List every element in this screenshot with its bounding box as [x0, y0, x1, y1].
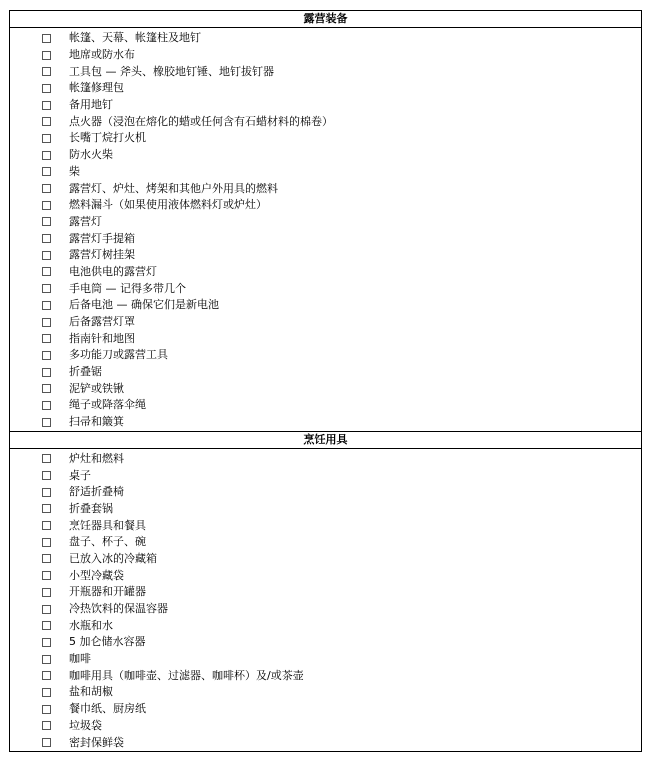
checkbox[interactable] [42, 217, 51, 226]
checkbox[interactable] [42, 334, 51, 343]
checklist-item [10, 30, 641, 47]
checkbox[interactable] [42, 368, 51, 377]
checkbox[interactable] [42, 705, 51, 714]
item-label: 电池供电的露营灯 [69, 264, 157, 278]
checkbox[interactable] [42, 554, 51, 563]
checkbox[interactable] [42, 504, 51, 513]
checkbox[interactable] [42, 471, 51, 480]
checkbox[interactable] [42, 167, 51, 176]
checklist-item [10, 80, 641, 97]
checklist-item [10, 47, 641, 64]
item-label: 水瓶和水 [69, 618, 113, 632]
checklist-item [10, 164, 641, 181]
checklist-item [10, 667, 641, 684]
item-label: 绳子或降落伞绳 [69, 398, 146, 412]
item-label: 指南针和地图 [69, 331, 135, 345]
checkbox[interactable] [42, 605, 51, 614]
section-cooking-gear [10, 431, 641, 751]
checklist-item [10, 230, 641, 247]
checkbox[interactable] [42, 384, 51, 393]
checkbox[interactable] [42, 84, 51, 93]
checklist-item [10, 63, 641, 80]
checklist-item [10, 551, 641, 568]
item-label: 帐篷修理包 [69, 81, 124, 95]
checkbox[interactable] [42, 51, 51, 60]
checklist-item [10, 264, 641, 281]
checklist-item [10, 634, 641, 651]
checkbox[interactable] [42, 738, 51, 747]
checkbox[interactable] [42, 251, 51, 260]
checkbox[interactable] [42, 201, 51, 210]
item-label: 手电筒 — 记得多带几个 [69, 281, 186, 295]
checklist-item [10, 297, 641, 314]
checkbox[interactable] [42, 267, 51, 276]
item-label: 点火器（浸泡在熔化的蜡或任何含有石蜡材料的棉卷） [69, 114, 333, 128]
item-label: 餐巾纸、厨房纸 [69, 702, 146, 716]
checklist-item [10, 330, 641, 347]
item-label: 折叠套锅 [69, 501, 113, 515]
checklist-item [10, 364, 641, 381]
item-label: 折叠锯 [69, 365, 102, 379]
checkbox[interactable] [42, 134, 51, 143]
item-label: 垃圾袋 [69, 718, 102, 732]
checklist-item [10, 484, 641, 501]
checkbox[interactable] [42, 488, 51, 497]
item-label: 柴 [69, 164, 80, 178]
checklist-item [10, 517, 641, 534]
item-label: 烹饪器具和餐具 [69, 518, 146, 532]
checklist-item [10, 247, 641, 264]
checklist-item [10, 414, 641, 431]
item-label: 冷热饮料的保温容器 [69, 602, 168, 616]
checklist-table [9, 10, 642, 752]
item-label: 小型冷藏袋 [69, 568, 124, 582]
checklist-item [10, 130, 641, 147]
item-label: 舒适折叠椅 [69, 485, 124, 499]
item-label: 露营灯、炉灶、烤架和其他户外用具的燃料 [69, 181, 278, 195]
item-label: 后备电池 — 确保它们是新电池 [69, 298, 219, 312]
item-label: 长嘴丁烷打火机 [69, 131, 146, 145]
checkbox[interactable] [42, 571, 51, 580]
item-list [10, 449, 641, 751]
checkbox[interactable] [42, 521, 51, 530]
checkbox[interactable] [42, 655, 51, 664]
item-label: 开瓶器和开罐器 [69, 585, 146, 599]
checklist-item [10, 113, 641, 130]
item-label: 密封保鲜袋 [69, 735, 124, 749]
checkbox[interactable] [42, 721, 51, 730]
checkbox[interactable] [42, 101, 51, 110]
item-label: 盐和胡椒 [69, 685, 113, 699]
checkbox[interactable] [42, 284, 51, 293]
checkbox[interactable] [42, 117, 51, 126]
checklist-item [10, 567, 641, 584]
checklist-item [10, 534, 641, 551]
checklist-item [10, 197, 641, 214]
item-label: 工具包 — 斧头、橡胶地钉锤、地钉拔钉器 [69, 64, 274, 78]
item-label: 扫帚和簸箕 [69, 415, 124, 429]
checklist-item [10, 97, 641, 114]
checkbox[interactable] [42, 401, 51, 410]
checklist-item [10, 651, 641, 668]
checkbox[interactable] [42, 351, 51, 360]
section-camping-gear [10, 10, 641, 431]
item-label: 备用地钉 [69, 98, 113, 112]
item-label: 盘子、杯子、碗 [69, 535, 146, 549]
checkbox[interactable] [42, 34, 51, 43]
checklist-item [10, 584, 641, 601]
checkbox[interactable] [42, 621, 51, 630]
checklist-item [10, 684, 641, 701]
checkbox[interactable] [42, 538, 51, 547]
checklist-item [10, 147, 641, 164]
checklist-item [10, 701, 641, 718]
checkbox[interactable] [42, 418, 51, 427]
item-label: 泥铲或铁锹 [69, 381, 124, 395]
checklist-item [10, 280, 641, 297]
item-label: 已放入冰的冷藏箱 [69, 551, 157, 565]
checklist-item [10, 451, 641, 468]
item-label: 帐篷、天幕、帐篷柱及地钉 [69, 31, 201, 45]
item-label: 咖啡 [69, 652, 91, 666]
checklist-item [10, 347, 641, 364]
item-label: 桌子 [69, 468, 91, 482]
checklist-item [10, 617, 641, 634]
item-label: 炉灶和燃料 [69, 451, 124, 465]
checkbox[interactable] [42, 67, 51, 76]
checklist-item [10, 397, 641, 414]
checkbox[interactable] [42, 588, 51, 597]
checkbox[interactable] [42, 638, 51, 647]
checkbox[interactable] [42, 151, 51, 160]
checklist-item [10, 734, 641, 751]
checklist-item [10, 180, 641, 197]
checklist-item [10, 718, 641, 735]
item-label: 咖啡用具（咖啡壶、过滤器、咖啡杯）及/或茶壶 [69, 668, 304, 682]
item-label: 防水火柴 [69, 148, 113, 162]
item-label: 后备露营灯罩 [69, 315, 135, 329]
item-list [10, 28, 641, 431]
item-label: 地席或防水布 [69, 48, 135, 62]
checkbox[interactable] [42, 301, 51, 310]
checkbox[interactable] [42, 688, 51, 697]
item-label: 多功能刀或露营工具 [69, 348, 168, 362]
item-label: 露营灯树挂架 [69, 248, 135, 262]
section-title: 露营装备 [10, 10, 641, 28]
checkbox[interactable] [42, 318, 51, 327]
checkbox[interactable] [42, 671, 51, 680]
checkbox[interactable] [42, 454, 51, 463]
checklist-item [10, 380, 641, 397]
checkbox[interactable] [42, 184, 51, 193]
item-label: 燃料漏斗（如果使用液体燃料灯或炉灶） [69, 198, 267, 212]
checklist-item [10, 314, 641, 331]
item-label: 5 加仑储水容器 [69, 635, 146, 649]
checkbox[interactable] [42, 234, 51, 243]
checklist-item [10, 601, 641, 618]
section-title: 烹饪用具 [10, 431, 641, 449]
checklist-item [10, 214, 641, 231]
item-label: 露营灯 [69, 214, 102, 228]
item-label: 露营灯手提箱 [69, 231, 135, 245]
checklist-item [10, 467, 641, 484]
checklist-item [10, 501, 641, 518]
